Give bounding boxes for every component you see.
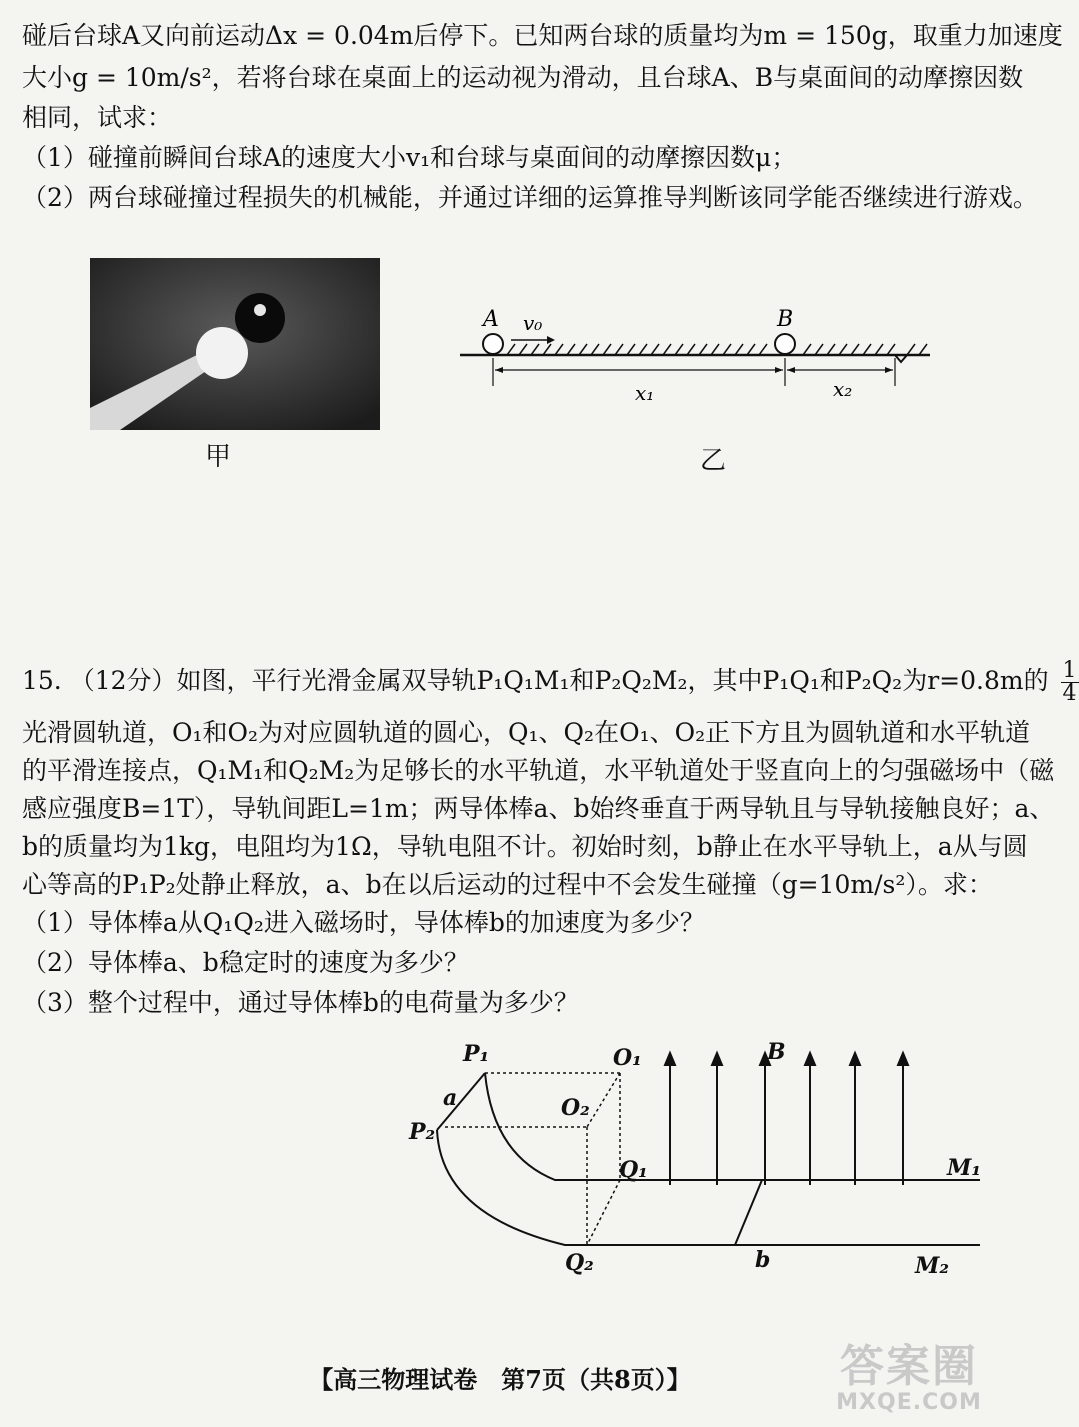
label-b: B (777, 307, 794, 332)
fraction-num: 1 (1062, 658, 1077, 683)
label-Q2: Q₂ (565, 1250, 594, 1276)
label-x1: x₁ (635, 381, 655, 405)
label-P2: P₂ (409, 1119, 436, 1145)
label-Q1: Q₁ (619, 1157, 648, 1183)
label-a: A (483, 307, 499, 332)
fig-yi-diagram (455, 300, 935, 410)
p15-line-5: b的质量均为1kg，电阻均为1Ω，导轨电阻不计。初始时刻，b静止在水平导轨上，a从与圆 (22, 832, 1028, 861)
label-M2: M₂ (915, 1253, 949, 1279)
p15-line-2: 光滑圆轨道，O₁和O₂为对应圆轨道的圆心，Q₁、Q₂在O₁、O₂正下方且为圆轨道和水平轨道 (22, 718, 1031, 747)
label-B: B (767, 1039, 786, 1065)
p14-question-1: （1）碰撞前瞬间台球A的速度大小v₁和台球与桌面间的动摩擦因数μ； (22, 143, 797, 172)
billiards-photo (90, 258, 380, 430)
p15-question-3: （3）整个过程中，通过导体棒b的电荷量为多少？ (22, 988, 579, 1017)
p15-line-6: 心等高的P₁P₂处静止释放，a、b在以后运动的过程中不会发生碰撞（g=10m/s²）。求： (22, 870, 993, 899)
label-a: a (443, 1085, 458, 1111)
fig-jia-caption: 甲 (205, 442, 232, 472)
p15-line-1 (22, 658, 1077, 706)
rail-diagram (405, 1035, 985, 1295)
label-O2: O₂ (561, 1095, 590, 1121)
p15-question-2: （2）导体棒a、b稳定时的速度为多少？ (22, 948, 469, 977)
p14-question-2: （2）两台球碰撞过程损失的机械能，并通过详细的运算推导判断该同学能否继续进行游戏。 (22, 183, 1038, 212)
p14-line-2: 大小g = 10m/s²，若将台球在桌面上的运动视为滑动，且台球A、B与桌面间的动摩擦因数 (22, 63, 1024, 92)
fraction-den: 4 (1062, 681, 1077, 706)
watermark-line-2: MXQE.COM (836, 1390, 982, 1415)
p15-question-1: （1）导体棒a从Q₁Q₂进入磁场时，导体棒b的加速度为多少？ (22, 908, 705, 937)
black-ball (235, 293, 285, 343)
p14-line-1: 碰后台球A又向前运动Δx = 0.04m后停下。已知两台球的质量均为m = 150g，取重力加速度 (22, 21, 1063, 50)
label-x2: x₂ (833, 377, 853, 401)
label-O1: O₁ (613, 1045, 642, 1071)
p15-line-1-text: 15. （12分）如图，平行光滑金属双导轨P₁Q₁M₁和P₂Q₂M₂，其中P₁Q₁和P₂Q₂为r=0.8m的 (22, 666, 1049, 695)
watermark-logo (824, 1343, 994, 1423)
page-footer: 【高三物理试卷 第7页（共8页）】 (309, 1365, 691, 1394)
quarter-fraction (1061, 660, 1079, 705)
label-v0: v₀ (523, 311, 543, 335)
p15-line-3: 的平滑连接点，Q₁M₁和Q₂M₂为足够长的水平轨道，水平轨道处于竖直向上的匀强磁场中（磁 (22, 756, 1055, 785)
label-M1: M₁ (947, 1155, 981, 1181)
p15-line-4: 感应强度B=1T），导轨间距L=1m；两导体棒a、b始终垂直于两导轨且与导轨接触良好；a、 (22, 794, 1055, 823)
label-b: b (755, 1247, 771, 1273)
watermark-line-1: 答案圈 (840, 1341, 978, 1392)
ball-b (775, 334, 795, 354)
label-P1: P₁ (463, 1041, 490, 1067)
p14-line-3: 相同，试求： (22, 103, 173, 132)
cue-ball (196, 327, 248, 379)
ball-a (483, 334, 503, 354)
fig-yi-caption: 乙 (700, 446, 727, 476)
